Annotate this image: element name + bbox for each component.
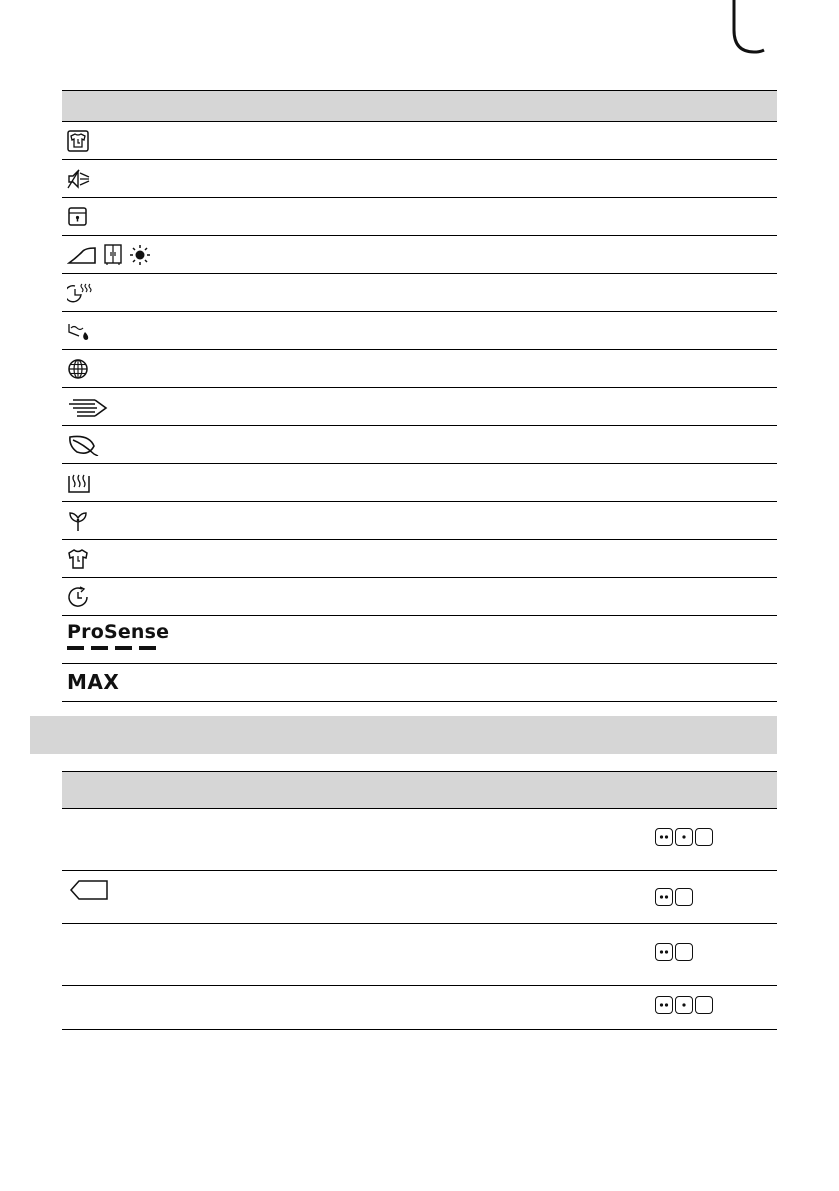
program-table — [62, 771, 777, 1030]
symbol-row — [62, 198, 777, 236]
door-lock-icon — [67, 206, 89, 228]
symbol-row — [62, 578, 777, 616]
symbol-row — [62, 312, 777, 350]
program-row — [62, 924, 777, 986]
globe-icon — [67, 358, 89, 380]
symbol-row — [62, 426, 777, 464]
tshirt-time-icon — [67, 130, 89, 152]
iron-icon — [67, 244, 97, 266]
dryness-empty-icon — [695, 996, 713, 1014]
symbol-table-header — [62, 90, 777, 122]
program-row — [62, 871, 777, 924]
symbol-row — [62, 160, 777, 198]
prosense-bars-icon — [67, 646, 156, 650]
dryness-levels — [655, 943, 693, 961]
symbol-row — [62, 464, 777, 502]
symbol-row — [62, 274, 777, 312]
cupboard-icon — [104, 244, 122, 266]
page-corner-hook-icon — [730, 0, 770, 60]
dryness-two-dots-icon — [655, 828, 673, 846]
water-drop-icon — [67, 320, 91, 342]
delay-start-icon — [67, 586, 91, 608]
symbol-row — [62, 540, 777, 578]
dryness-levels — [655, 996, 713, 1014]
dryness-empty-icon — [675, 943, 693, 961]
dryness-two-dots-icon — [655, 943, 673, 961]
section-heading-band — [30, 716, 777, 754]
leaf-eco-icon — [67, 434, 101, 456]
sun-icon — [129, 244, 151, 266]
dryness-levels — [655, 828, 713, 846]
program-row — [62, 986, 777, 1030]
symbol-row — [62, 236, 777, 274]
dryness-one-dot-icon — [675, 996, 693, 1014]
program-table-header — [62, 771, 777, 809]
sound-off-icon — [67, 168, 91, 190]
quick-wash-icon — [67, 396, 109, 418]
symbol-table — [62, 90, 777, 702]
steam-icon — [67, 472, 91, 494]
dryness-empty-icon — [675, 888, 693, 906]
fan-icon — [67, 510, 89, 532]
prosense-logo: ProSense — [67, 621, 170, 643]
symbol-row — [62, 122, 777, 160]
steam-time-icon — [67, 282, 93, 304]
dryness-levels — [655, 888, 693, 906]
symbol-row — [62, 388, 777, 426]
symbol-row — [62, 502, 777, 540]
dryness-one-dot-icon — [675, 828, 693, 846]
dryness-two-dots-icon — [655, 996, 673, 1014]
dryness-empty-icon — [695, 828, 713, 846]
max-label: MAX — [67, 670, 120, 694]
program-row — [62, 809, 777, 871]
symbol-row — [62, 350, 777, 388]
symbol-row — [62, 664, 777, 702]
tshirt-icon — [67, 548, 89, 570]
tag-label-icon — [69, 879, 109, 901]
symbol-row — [62, 616, 777, 664]
dryness-two-dots-icon — [655, 888, 673, 906]
